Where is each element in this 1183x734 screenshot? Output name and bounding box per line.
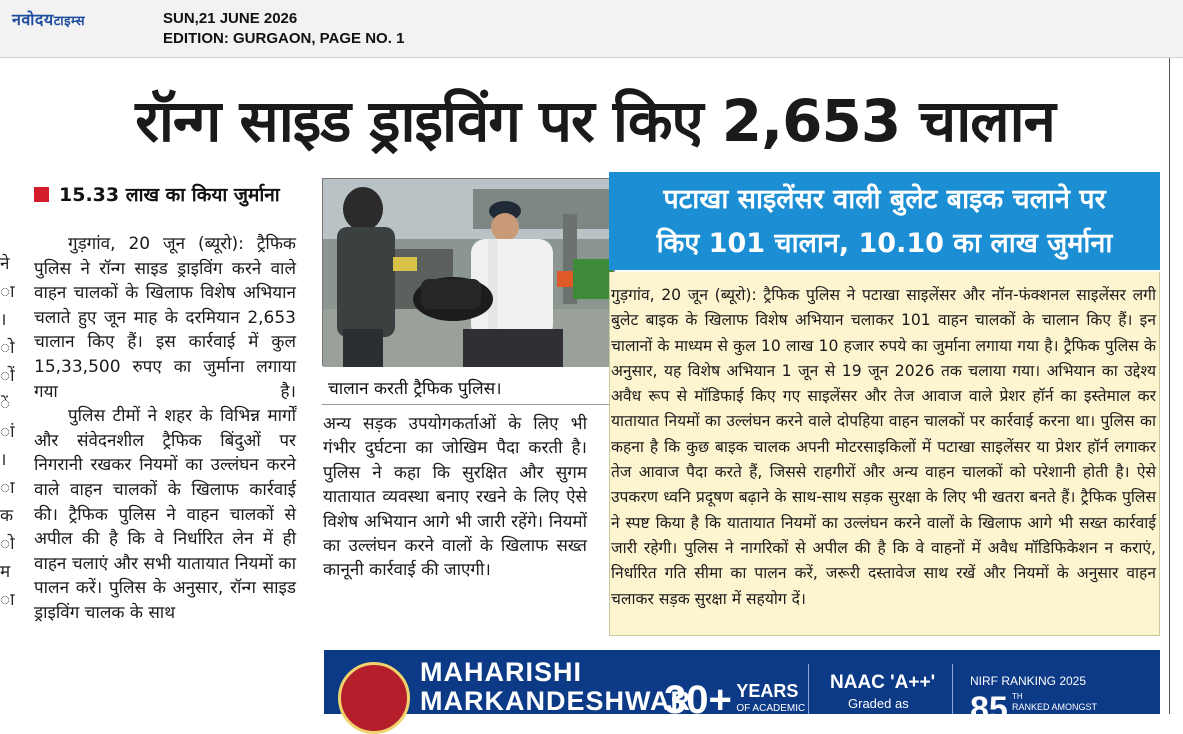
story2-headline-line-1: पटाखा साइलेंसर वाली बुलेट बाइक चलाने पर: [663, 184, 1106, 215]
ad-naac-sub: Graded as: [848, 696, 909, 711]
story1-subheading: [34, 181, 280, 207]
story1-column-2: [323, 412, 587, 583]
ad-nirf-sub: RANKED AMONGST: [1012, 702, 1098, 712]
fragment-line: ो: [0, 534, 15, 554]
story2-headline-line-2: किए 101 चालान, 10.10 का लाख जुर्माना: [656, 228, 1113, 259]
story1-paragraph-1: गुड़गांव, 20 जून (ब्यूरो): ट्रैफिक पुलिस ने रॉन्ग साइड ड्राइविंग करने वाले वाहन चालकों के खिलाफ विशेष अभियान चलाते हुए जून माह के दरमियान 2,653 चालान किए हैं। इस कार्रवाई में कुल 15,33,500 रुपए का जुर्माना लगाया गया है।: [34, 234, 296, 402]
ad-name-line-2: MARKANDESHWAR: [420, 686, 691, 716]
edition-page: EDITION: GURGAON, PAGE NO. 1: [163, 30, 405, 47]
fragment-line: ें: [0, 394, 11, 414]
logo-sub: टाइम्स: [53, 14, 86, 29]
ad-naac-grade: NAAC 'A++': [830, 672, 936, 693]
newspaper-logo[interactable]: [12, 8, 85, 30]
previous-column-fragment: [0, 250, 15, 690]
story1-column-1: [34, 232, 296, 626]
story1-paragraph-2: पुलिस टीमों ने शहर के विभिन्न मार्गों और संवेदनशील ट्रैफिक बिंदुओं पर निगरानी रखकर नियमों का उल्लंघन करने वाले वाहन चालकों के खिलाफ कार्रवाई की। ट्रैफिक पुलिस ने वाहन चालकों से अपील की है कि वे निर्धारित लेन में ही वाहन चलाएं और सभी यातायात नियमों का पालन करें। पुलिस के अनुसार, रॉन्ग साइड ड्राइविंग चालक के साथ: [34, 406, 296, 623]
fragment-line: ा: [0, 478, 15, 498]
page-edge: [1172, 58, 1183, 714]
bullet-square-icon: [34, 187, 49, 202]
caption-divider: [322, 404, 614, 405]
ad-nirf-title: NIRF RANKING 2025: [970, 674, 1087, 688]
ad-years-sub: OF ACADEMIC: [736, 703, 806, 714]
epaper-header: [0, 0, 1183, 58]
fragment-line: ।: [0, 310, 7, 330]
fragment-line: ा: [0, 282, 15, 302]
ad-years-number: 30+: [664, 678, 732, 722]
ad-name-line-1: MAHARISHI: [420, 657, 582, 687]
fragment-line: ा: [0, 590, 15, 610]
ad-nirf-badge: [970, 674, 1098, 728]
ad-naac-badge: [830, 672, 935, 711]
subheading-text: 15.33 लाख का किया जुर्माना: [59, 184, 280, 206]
photo-illustration: [323, 179, 615, 367]
main-headline: रॉन्ग साइड ड्राइविंग पर किए 2,653 चालान: [135, 87, 1055, 155]
ad-years-label: YEARS OF ACADEMIC: [736, 682, 805, 718]
logo-main: नवोदय: [12, 10, 54, 29]
ad-nirf-suffix: TH: [1012, 692, 1023, 701]
fragment-line: ने: [0, 254, 10, 274]
university-advertisement[interactable]: [324, 650, 1160, 728]
edition-date: SUN,21 JUNE 2026: [163, 10, 298, 27]
fragment-line: क: [0, 506, 14, 526]
ad-divider: [808, 664, 809, 714]
story2-body: [611, 283, 1156, 612]
fragment-line: म: [0, 562, 11, 582]
ad-nirf-rank: 85: [970, 690, 1008, 728]
story1-continuation: अन्य सड़क उपयोगकर्ताओं के लिए भी गंभीर दुर्घटना का जोखिम पैदा करती है। पुलिस ने कहा कि सुरक्षित और सुगम यातायात व्यवस्था बनाए रखने के लिए ऐसे विशेष अभियान आगे भी जारी रहेंगे। नियमों का उल्लंघन करने वालों के खिलाफ सख्त कानूनी कार्रवाई की जाएगी।: [323, 414, 587, 581]
fragment-line: ।: [0, 450, 7, 470]
fragment-line: ां: [0, 422, 15, 442]
traffic-police-photo[interactable]: [322, 178, 614, 366]
ad-university-name: [420, 658, 691, 716]
fragment-line: ो: [0, 338, 15, 358]
photo-caption: चालान करती ट्रैफिक पुलिस।: [328, 379, 502, 399]
university-seal-icon: [338, 662, 410, 734]
edition-info: [163, 9, 404, 49]
story2-headline-banner: [609, 172, 1160, 270]
ad-divider: [952, 664, 953, 714]
ad-years-badge: [664, 678, 805, 723]
story2-text: गुड़गांव, 20 जून (ब्यूरो): ट्रैफिक पुलिस ने पटाखा साइलेंसर और नॉन-फंक्शनल साइलेंसर लगी बुलेट बाइक के खिलाफ विशेष अभियान चलाकर 101 वाहन चालकों के चालान किए हैं। इन चालानों के माध्यम से कुल 10 लाख 10 हजार रुपये का जुर्माना लगाया गया है। ट्रैफिक पुलिस के अनुसार, यह विशेष अभियान 1 जून से 19 जून 2026 तक चलाया गया। अभियान का उद्देश्य अवैध रूप से मॉडिफाई किए गए साइलेंसर और तेज आवाज वाले प्रेशर हॉर्न का इस्तेमाल कर यातायात नियमों का उल्लंघन करने वाले दोपहिया वाहन चालकों पर कार्रवाई करना था। पुलिस का कहना है कि कुछ बाइक चालक अपनी मोटरसाइकिलों में पटाखा साइलेंसर या प्रेशर हॉर्न लगाकर तेज आवाज पैदा करते हैं, जिससे राहगीरों और अन्य वाहन चालकों को परेशानी होती है। ऐसे उपकरण ध्वनि प्रदूषण बढ़ाने के साथ-साथ सड़क सुरक्षा के लिए भी खतरा बनते हैं। ट्रैफिक पुलिस ने स्पष्ट किया है कि यातायात नियमों का उल्लंघन करने वालों के खिलाफ आगे भी सख्त कार्रवाई जारी रहेगी। पुलिस ने नागरिकों से अपील की है कि वे वाहनों में अवैध मॉडिफिकेशन न कराएं, निर्धारित गति सीमा का पालन करें, जरूरी दस्तावेज साथ रखें और नियमों के अनुसार वाहन चलाकर सड़क सुरक्षा में सहयोग दें।: [611, 286, 1156, 608]
fragment-line: ों: [0, 366, 15, 386]
